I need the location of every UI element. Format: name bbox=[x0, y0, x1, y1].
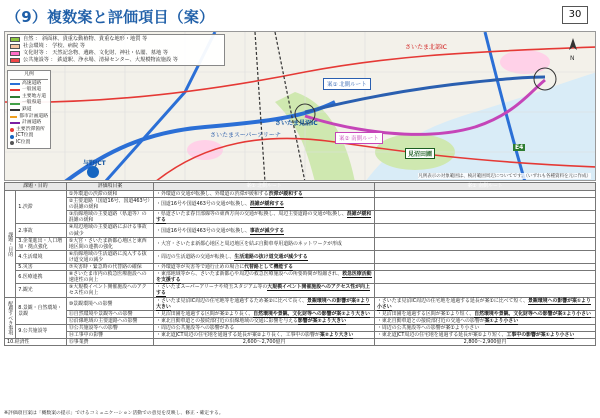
table-row bbox=[5, 271, 596, 284]
route1-cell bbox=[154, 324, 375, 331]
route1-text: ・周辺の生活道路の交通が転換し、 bbox=[156, 253, 235, 260]
legend-swatch bbox=[10, 44, 20, 49]
route2-cell bbox=[375, 284, 596, 297]
item-cell: ⑧さいたま市内の救急医療施設への速達性の向上 bbox=[66, 271, 153, 284]
route1-emphasis: 渋滞が緩和する bbox=[268, 191, 303, 197]
legend-line bbox=[10, 83, 20, 85]
route1-cell bbox=[154, 191, 375, 198]
table-row bbox=[5, 297, 596, 310]
route1-text: ・県道さいたま春日部線等の東西方向の交通が転換し、周辺主要道路の交通が転換し、 bbox=[156, 211, 347, 218]
legend-item bbox=[10, 36, 222, 43]
category-cell: 課題・目的 bbox=[5, 191, 16, 298]
col-header-route2: 案② 南側ルート bbox=[375, 183, 596, 191]
subcategory-cell: 2.事故 bbox=[16, 224, 67, 237]
table-row bbox=[5, 211, 596, 224]
route1-text: ・国道16号や国道463号の交通が転換し、 bbox=[156, 201, 250, 208]
legend-item bbox=[10, 107, 48, 114]
legend-line bbox=[10, 122, 20, 124]
map-legend-categories bbox=[7, 34, 225, 66]
map-legend-roads bbox=[7, 70, 51, 149]
legend-label: 公共施設等 ： 鉄道駅、浄水場、清掃センター、大規模物流施設 等 bbox=[23, 57, 178, 63]
legend-label: 文化財等 ： 天然記念物、遺跡、文化財、神社・仏閣、墓地 等 bbox=[23, 50, 169, 56]
legend-dot bbox=[10, 128, 14, 132]
route2-cell bbox=[375, 297, 596, 310]
route2-cell bbox=[375, 324, 596, 331]
route1-cell bbox=[154, 310, 375, 317]
route1-cell bbox=[154, 224, 375, 237]
route2-cell bbox=[375, 271, 596, 284]
legend-line bbox=[10, 109, 20, 111]
route2-text: ・さいたま見沼IC周辺の住宅地を通過する延長が案①に比べて短く、 bbox=[377, 297, 528, 304]
item-cell: ⑭工事中の影響 bbox=[66, 331, 153, 338]
table-row bbox=[5, 224, 596, 237]
route2-text: ・東北自動車道との接続部付近の交通への影響が bbox=[377, 317, 485, 324]
subcategory-cell: 4.生活環境 bbox=[16, 250, 67, 263]
route1-text: ・大宮・さいたま新都心地区と周辺地区を結ぶ自動車専用道路のネットワークが形成 bbox=[156, 240, 342, 247]
route2-cell bbox=[375, 250, 596, 263]
route1-cell bbox=[154, 317, 375, 324]
route1-text: ・外環道等が災害等で通行止めの場合に bbox=[156, 264, 245, 271]
legend-label: 高速道路 bbox=[22, 80, 42, 86]
legend-heading: 凡例 bbox=[10, 72, 48, 80]
route1-text: ・さいたまスーパーアリーナや埼玉スタジアム等の bbox=[156, 284, 268, 291]
subcategory-cell: 5.災害 bbox=[16, 264, 67, 271]
route1-cell bbox=[154, 331, 375, 338]
route1-text: ・周辺の公共施設等への影響がある bbox=[156, 324, 235, 331]
route2-cell bbox=[375, 191, 596, 198]
item-cell: ④周辺地域の主要道路における事故の減少 bbox=[66, 224, 153, 237]
item-cell: ⑮事業費 bbox=[66, 339, 153, 346]
ic-label: さいたま見沼IC bbox=[275, 120, 318, 127]
legend-item bbox=[10, 87, 48, 94]
legend-swatch bbox=[10, 58, 20, 63]
legend-line bbox=[10, 116, 17, 118]
route2-emphasis: 工事中の影響が案①より小さい bbox=[506, 331, 575, 338]
table-row bbox=[5, 198, 596, 211]
route1-emphasis: 代替路として機能する bbox=[244, 264, 294, 271]
evaluation-table bbox=[4, 182, 596, 346]
table-row bbox=[5, 237, 596, 250]
route2-text: ・東北道JCT周辺の住宅地を通過する延長が案①より短く、 bbox=[377, 331, 507, 338]
legend-item bbox=[10, 43, 222, 50]
page-title: （9）複数案と評価項目（案） bbox=[6, 8, 215, 26]
col-header-route1: 案① 北側ルート bbox=[154, 183, 375, 191]
route1-cell bbox=[154, 284, 375, 297]
route1-cost: 2,600〜2,700億円 bbox=[154, 339, 375, 346]
table-header-row bbox=[5, 183, 596, 191]
subcategory-cell: 10.経済性 bbox=[5, 339, 67, 346]
route1-text: ・東部地域等から、さいたま新都心や周辺の救急医療施設への所要時間が短縮され、 bbox=[156, 271, 343, 278]
route1-emphasis: 生活道路の抜け道交通が減少する bbox=[234, 253, 308, 260]
legend-label: 鉄道 bbox=[22, 106, 32, 112]
legend-label: 計画道路 bbox=[22, 120, 42, 126]
route1-label: 案① 北側ルート bbox=[323, 78, 371, 90]
legend-item bbox=[10, 120, 48, 127]
subcategory-cell: 9.公共施設等 bbox=[16, 324, 67, 338]
legend-item bbox=[10, 140, 48, 147]
item-cell: ⑥沿線地域の生活道路に流入する抜け道交通の減少 bbox=[66, 250, 153, 263]
route2-cell bbox=[375, 317, 596, 324]
route1-text: ・見沼田圃を通過する区間が案②より長く、 bbox=[156, 310, 254, 317]
legend-item bbox=[10, 50, 222, 57]
route2-emphasis: 案①より小さい bbox=[484, 317, 519, 324]
route1-emphasis: 景観環境への影響が案②より大きい bbox=[156, 297, 370, 310]
minuma-label: 見沼田圃 bbox=[405, 148, 435, 159]
item-cell: ⑩景観環境への影響 bbox=[66, 297, 153, 310]
route1-emphasis: 混雑が緩和する bbox=[156, 211, 372, 224]
jct-label: 与野JCT bbox=[83, 160, 106, 167]
route1-cell bbox=[154, 264, 375, 271]
route2-cell bbox=[375, 237, 596, 250]
item-cell: ⑨大規模イベント開催施設へのアクセス性の向上 bbox=[66, 284, 153, 297]
route1-emphasis: 案②より大きい bbox=[319, 331, 354, 338]
route1-cell bbox=[154, 211, 375, 224]
route1-emphasis: 救急医療活動を支援する bbox=[156, 271, 372, 284]
item-cell: ⑪自然環境や景観等への影響 bbox=[66, 310, 153, 317]
legend-line bbox=[10, 103, 20, 105]
route1-text: ・国道16号や国道463号の交通が転換し、 bbox=[156, 227, 250, 234]
route1-emphasis: 混雑が緩和する bbox=[249, 201, 285, 208]
subcategory-cell: 7.観光 bbox=[16, 284, 67, 297]
legend-label: IC位置 bbox=[16, 139, 31, 145]
subcategory-cell: 6.医療連携 bbox=[16, 271, 67, 284]
item-cell: ⑬公共施設等への影響 bbox=[66, 324, 153, 331]
subcategory-cell: 3.企業進出・人口増加・拠点強化 bbox=[16, 237, 67, 250]
route-map bbox=[4, 31, 596, 181]
table-row bbox=[5, 264, 596, 271]
route2-cell bbox=[375, 331, 596, 338]
item-cell: ⑫沿線地域の主要道路への影響 bbox=[66, 317, 153, 324]
map-note: 凡例表示の対象範囲は、検討範囲周辺についてです。（いずれも各種資料を元に作成） bbox=[418, 174, 591, 179]
svg-text:N: N bbox=[570, 55, 575, 62]
table-row bbox=[5, 331, 596, 338]
route1-cell bbox=[154, 198, 375, 211]
route1-text: ・東北自動車道との接続部付近の沿線地域の交通に影響を与える bbox=[156, 317, 298, 324]
route2-label: 案② 南側ルート bbox=[335, 132, 383, 144]
item-cell: ⑤大宮・さいたま新都心地区と東西地区間の連携の強化 bbox=[66, 237, 153, 250]
legend-item bbox=[10, 57, 222, 64]
item-cell: ⑦災害時・緊急時の代替路の確保 bbox=[66, 264, 153, 271]
item-cell: ①外環道の渋滞の緩和 bbox=[66, 191, 153, 198]
route1-cell bbox=[154, 237, 375, 250]
legend-dot bbox=[10, 135, 14, 139]
category-cell: 配慮すべき事項 bbox=[5, 297, 16, 339]
route2-cost: 2,800〜2,900億円 bbox=[375, 339, 596, 346]
item-cell: ③沿線地域の主要道路（県道等）の混雑の緩和 bbox=[66, 211, 153, 224]
route2-cell bbox=[375, 310, 596, 317]
route1-emphasis: 大規模イベント開催施設へのアクセス性が向上する bbox=[156, 284, 370, 297]
route2-emphasis: 景観環境への影響が案①より小さい bbox=[377, 297, 591, 310]
arena-label: さいたまスーパーアリーナ bbox=[210, 132, 281, 139]
col-header-item: 評価項目案 bbox=[66, 183, 153, 191]
legend-swatch bbox=[10, 37, 20, 42]
route1-emphasis: 自然環境や景観、文化財等への影響が案②より大きい bbox=[253, 310, 370, 317]
table-row bbox=[5, 324, 596, 331]
legend-label: 一般国道 bbox=[22, 87, 42, 93]
route2-text: ・周辺の公共施設等への影響が案①より小さい bbox=[377, 324, 480, 331]
legend-label: JCT位置 bbox=[16, 133, 34, 139]
ic-north-label: さいたま北部IC bbox=[405, 44, 447, 51]
legend-label: 主要渋滞箇所 bbox=[16, 126, 45, 132]
legend-item bbox=[10, 133, 48, 140]
table-row bbox=[5, 191, 596, 198]
legend-line bbox=[10, 89, 20, 91]
route2-cell bbox=[375, 264, 596, 271]
legend-item bbox=[10, 100, 48, 107]
table-row bbox=[5, 250, 596, 263]
subcategory-cell: 8.景観・自然環境・景観 bbox=[16, 297, 67, 324]
route1-emphasis: 影響が案②より大きい bbox=[297, 317, 347, 324]
legend-dot bbox=[10, 141, 14, 145]
item-cell: ②主要道路（国道16号、国道463号）の混雑の緩和 bbox=[66, 198, 153, 211]
route1-text: ・東北道JCT周辺の住宅地を通過する延長が案②より長く、工事中の影響が bbox=[156, 331, 320, 338]
route1-cell bbox=[154, 271, 375, 284]
footnote: ※評価項目案は「概数案の提示」でけるコミュニケーション活動での意見を反映し、修正・確定する。 bbox=[4, 411, 224, 416]
route1-emphasis: 事故が減少する bbox=[249, 227, 285, 234]
table-row-cost bbox=[5, 339, 596, 346]
route1-cell bbox=[154, 250, 375, 263]
table-row bbox=[5, 310, 596, 317]
route1-cell bbox=[154, 297, 375, 310]
route2-emphasis: 自然環境や景観、文化財等への影響が案①より小さい bbox=[474, 310, 591, 317]
route2-text: ・見沼田圃を通過する区間が案①より短く、 bbox=[377, 310, 475, 317]
legend-label: 自然 ： 斜面林、貴重な動植物、貴重な地形・地質 等 bbox=[23, 36, 148, 42]
route2-cell bbox=[375, 224, 596, 237]
legend-label: 主要地方道 bbox=[22, 93, 46, 99]
e4-label: E4 bbox=[515, 144, 524, 151]
legend-label: 社会環境 ： 学校、病院 等 bbox=[23, 43, 86, 49]
page-number: 30 bbox=[562, 6, 588, 24]
table-row bbox=[5, 317, 596, 324]
legend-label: 一般県道 bbox=[22, 100, 42, 106]
subcategory-cell: 1.渋滞 bbox=[16, 191, 67, 224]
table-row bbox=[5, 284, 596, 297]
legend-swatch bbox=[10, 51, 20, 56]
legend-label: 都市計画道路 bbox=[19, 113, 48, 119]
route1-text: ・さいたま見沼IC周辺の住宅地等を通過するため案②に比べて長く、 bbox=[156, 297, 308, 304]
route1-text: ・外環道の交通が転換し、外環道の渋滞が緩和する bbox=[156, 191, 269, 197]
route2-cell bbox=[375, 198, 596, 211]
legend-line bbox=[10, 96, 20, 98]
route2-cell bbox=[375, 211, 596, 224]
col-header-category: 課題・目的 bbox=[5, 183, 67, 191]
